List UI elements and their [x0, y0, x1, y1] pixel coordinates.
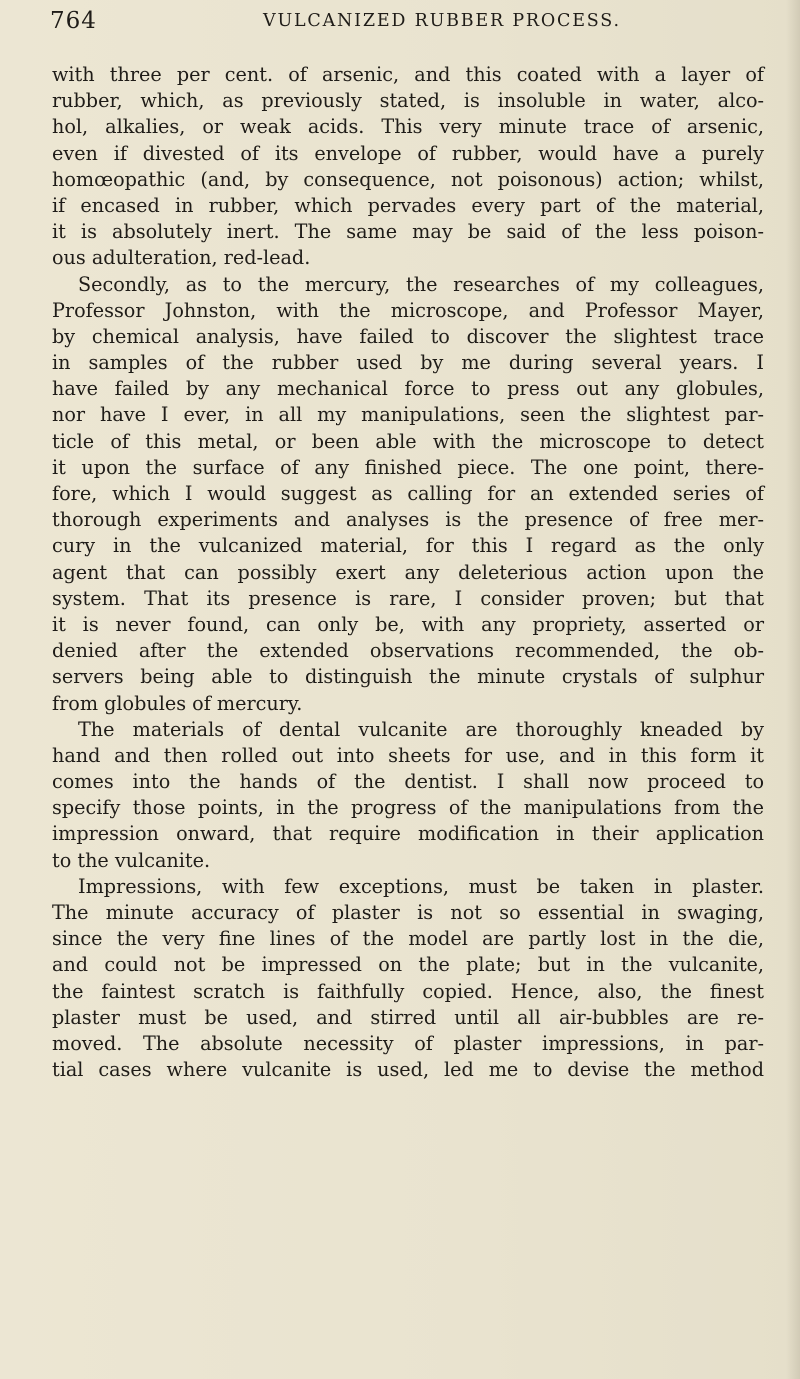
text-line: even if divested of its envelope of rubber, would have a purely — [52, 141, 764, 165]
text-line: hand and then rolled out into sheets for use, and in this form it — [52, 743, 764, 767]
text-line: agent that can possibly exert any deleterious action upon the — [52, 560, 764, 584]
text-line: specify those points, in the progress of the manipulations from the — [52, 796, 764, 820]
text-line: and could not be impressed on the plate; but in the vulcanite, — [52, 953, 764, 977]
text-line: have failed by any mechanical force to press out any globules, — [52, 377, 764, 401]
text-line: cury in the vulcanized material, for this I regard as the only — [52, 534, 764, 558]
text-line: in samples of the rubber used by me during several years. I — [52, 351, 764, 375]
body-text — [52, 62, 764, 1083]
text-line: homœopathic (and, by consequence, not poisonous) action; whilst, — [52, 167, 764, 191]
text-line: it is never found, can only be, with any propriety, asserted or — [52, 612, 764, 636]
text-line: denied after the extended observations recommended, the ob- — [52, 639, 764, 663]
text-line: The materials of dental vulcanite are thoroughly kneaded by — [78, 717, 764, 741]
text-line: if encased in rubber, which pervades every part of the material, — [52, 193, 764, 217]
text-line: system. That its presence is rare, I consider proven; but that — [52, 586, 764, 610]
text-line: Impressions, with few exceptions, must be taken in plaster. — [78, 874, 764, 898]
page-number: 764 — [50, 8, 97, 34]
text-line: fore, which I would suggest as calling for an extended series of — [52, 482, 764, 505]
text-line: plaster must be used, and stirred until all air-bubbles are re- — [52, 1005, 764, 1029]
text-line: since the very fine lines of the model are partly lost in the die, — [52, 927, 764, 951]
text-line: Professor Johnston, with the microscope, and Professor Mayer, — [52, 298, 764, 322]
text-line: it upon the surface of any finished piece. The one point, there- — [52, 455, 764, 479]
text-line: nor have I ever, in all my manipulations, seen the slightest par- — [52, 403, 764, 427]
text-line: hol, alkalies, or weak acids. This very minute trace of arsenic, — [52, 115, 764, 139]
text-line: tial cases where vulcanite is used, led me to devise the method — [52, 1058, 764, 1082]
text-line: ous adulteration, red-lead. — [52, 246, 311, 270]
text-line: impression onward, that require modification in their application — [52, 822, 764, 846]
text-line: with three per cent. of arsenic, and this coated with a layer of — [52, 63, 764, 86]
text-line: servers being able to distinguish the minute crystals of sulphur — [52, 665, 764, 689]
text-line: moved. The absolute necessity of plaster impressions, in par- — [52, 1031, 764, 1055]
text-line: Secondly, as to the mercury, the researches of my colleagues, — [78, 272, 764, 296]
running-head — [50, 8, 770, 50]
text-line: The minute accuracy of plaster is not so essential in swaging, — [52, 901, 764, 924]
text-line: the faintest scratch is faithfully copied. Hence, also, the finest — [52, 979, 764, 1003]
text-line: from globules of mercury. — [52, 691, 303, 715]
text-line: rubber, which, as previously stated, is insoluble in water, alco- — [52, 89, 764, 113]
text-line: it is absolutely inert. The same may be said of the less poison- — [52, 220, 764, 244]
text-line: to the vulcanite. — [52, 848, 211, 872]
running-title: VULCANIZED RUBBER PROCESS. — [263, 11, 621, 31]
text-line: thorough experiments and analyses is the presence of free mer- — [52, 508, 764, 532]
text-line: comes into the hands of the dentist. I shall now proceed to — [52, 770, 764, 794]
text-line: by chemical analysis, have failed to discover the slightest trace — [52, 324, 764, 348]
page-edge-shadow — [786, 0, 800, 1379]
text-line: ticle of this metal, or been able with the microscope to detect — [52, 429, 764, 453]
